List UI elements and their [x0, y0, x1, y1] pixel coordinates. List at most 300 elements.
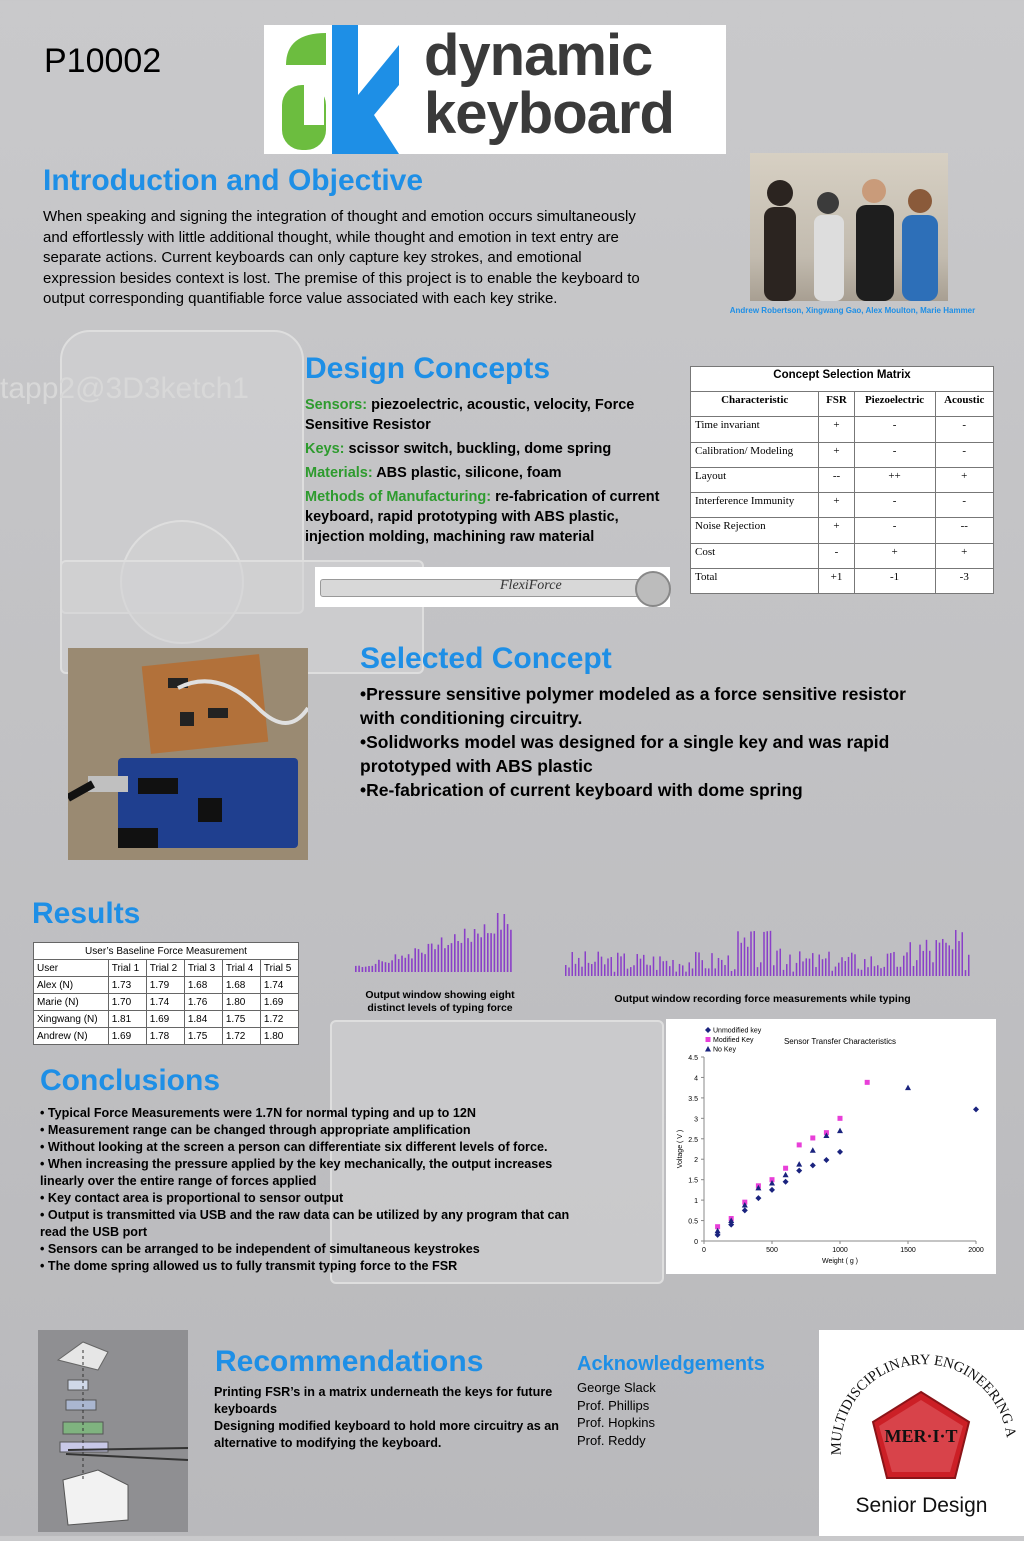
results-heading: Results: [32, 897, 141, 930]
wave-bar: [601, 957, 603, 976]
data-point: [810, 1147, 816, 1153]
wave-bar: [929, 951, 931, 976]
matrix-cell: Cost: [691, 543, 819, 568]
y-tick-label: 1: [694, 1198, 698, 1206]
matrix-cell: --: [819, 467, 854, 492]
design-text: scissor switch, buckling, dome spring: [348, 441, 612, 457]
wave-bar: [640, 959, 642, 976]
wave-bar: [405, 958, 407, 972]
wave-bar: [841, 957, 843, 976]
wave-bar: [663, 961, 665, 976]
baseline-cell: 1.72: [260, 1011, 298, 1028]
baseline-cell: 1.84: [184, 1011, 222, 1028]
wave-bar: [776, 951, 778, 976]
wave-bar: [484, 924, 486, 972]
wave-bar: [507, 924, 509, 972]
wave-bar: [705, 968, 707, 976]
baseline-cell: 1.74: [260, 977, 298, 994]
wave-bar: [474, 929, 476, 972]
wave-bar: [942, 939, 944, 976]
selected-list: [360, 682, 935, 802]
matrix-row: [691, 493, 994, 518]
y-tick-label: 4: [694, 1075, 698, 1083]
wave-bar: [802, 961, 804, 976]
wave-bar: [858, 969, 860, 976]
wave-bar: [952, 949, 954, 976]
baseline-cell: 1.72: [222, 1028, 260, 1045]
baseline-cell: 1.69: [108, 1028, 146, 1045]
flexiforce-sensor-image: [315, 567, 670, 607]
wave-bar: [715, 968, 717, 976]
recommendation-line: Designing modified keyboard to hold more circuitry as an alternative to modifying the keyboard.: [214, 1419, 559, 1450]
data-point: [783, 1172, 789, 1178]
wave-bar: [464, 929, 466, 972]
conclusions-list: [40, 1105, 585, 1275]
wave-bar: [401, 956, 403, 972]
wave-bar: [388, 963, 390, 972]
matrix-cell: +: [819, 493, 854, 518]
wave-bar: [471, 942, 473, 972]
baseline-cell: 1.81: [108, 1011, 146, 1028]
wave-bar: [760, 962, 762, 976]
baseline-force-table: [33, 942, 299, 1045]
baseline-cell: 1.68: [184, 977, 222, 994]
wave-bar: [467, 938, 469, 972]
wave-bar: [391, 960, 393, 972]
wave-bar: [424, 954, 426, 972]
matrix-cell: -: [854, 417, 935, 442]
x-tick-label: 500: [766, 1247, 778, 1254]
conclusion-item: • Output is transmitted via USB and the raw data can be utilized by any program that can read the USB port: [40, 1208, 570, 1239]
x-tick-label: 1500: [900, 1247, 916, 1254]
wave-bar: [365, 967, 367, 972]
wave-bar: [659, 956, 661, 976]
baseline-cell: 1.70: [108, 994, 146, 1011]
matrix-row: [691, 518, 994, 543]
wave-bar: [900, 967, 902, 976]
wave-bar: [565, 965, 567, 976]
wave-bar: [398, 959, 400, 972]
wave2-caption: Output window recording force measurements while typing: [614, 993, 911, 1005]
wave-bar: [620, 956, 622, 976]
y-tick-label: 1.5: [688, 1177, 698, 1185]
logo-word-dynamic: dynamic: [424, 23, 653, 88]
sensor-transfer-chart-svg: [666, 1019, 996, 1274]
baseline-header: Trial 2: [146, 960, 184, 977]
baseline-header: Trial 4: [222, 960, 260, 977]
chart-title: Sensor Transfer Characteristics: [783, 1037, 897, 1046]
wave-bar: [780, 949, 782, 976]
wave-bar: [575, 964, 577, 976]
legend-marker: [706, 1037, 711, 1042]
wave-bar: [890, 953, 892, 976]
wave-bar: [438, 945, 440, 972]
y-tick-label: 3: [694, 1116, 698, 1124]
y-tick-label: 2: [694, 1157, 698, 1165]
wave-bar: [653, 957, 655, 976]
wave-bar: [441, 937, 443, 972]
wave-bar: [968, 955, 970, 976]
acknowledgements-list: [577, 1379, 656, 1449]
wave-bar: [581, 967, 583, 976]
wave-bar: [867, 967, 869, 976]
wave-bar: [871, 956, 873, 976]
y-tick-label: 0.5: [688, 1218, 698, 1226]
wave-bar: [358, 966, 360, 972]
baseline-cell: 1.69: [260, 994, 298, 1011]
wave-bar: [431, 944, 433, 972]
baseline-row: [34, 1028, 299, 1045]
wave-bar: [926, 940, 928, 976]
baseline-header: User: [34, 960, 109, 977]
wave-bar: [672, 960, 674, 976]
wave-bar: [789, 955, 791, 976]
wave-bar: [955, 930, 957, 976]
matrix-row: [691, 568, 994, 593]
baseline-cell: 1.79: [146, 977, 184, 994]
baseline-row: [34, 994, 299, 1011]
selected-bullet: •Solidworks model was designed for a single key and was rapid prototyped with ABS plastic: [360, 732, 890, 776]
svg-text:MULTIDISCIPLINARY ENGINEERING: MULTIDISCIPLINARY ENGINEERING A: [828, 1352, 1019, 1456]
wave-bar: [428, 944, 430, 972]
matrix-cell: --: [935, 518, 994, 543]
matrix-cell: +: [819, 417, 854, 442]
acknowledgements-heading: Acknowledgements: [577, 1353, 765, 1375]
exploded-key-icon: [38, 1330, 188, 1532]
wave-bar: [646, 965, 648, 976]
wave-bar: [477, 934, 479, 972]
data-point: [973, 1106, 979, 1112]
matrix-cell: Interference Immunity: [691, 493, 819, 518]
matrix-header: Piezoelectric: [854, 392, 935, 417]
wave-bar: [851, 953, 853, 976]
circuit-board-icon: [68, 648, 308, 860]
senior-design-label: Senior Design: [855, 1494, 988, 1517]
wave-bar: [880, 968, 882, 976]
baseline-cell: Andrew (N): [34, 1028, 109, 1045]
wave-bar: [611, 957, 613, 976]
wave-bar: [604, 964, 606, 976]
wave-bar: [741, 943, 743, 976]
wave-bar: [744, 938, 746, 976]
matrix-cell: +1: [819, 568, 854, 593]
matrix-cell: Layout: [691, 467, 819, 492]
x-tick-label: 1000: [832, 1247, 848, 1254]
data-point: [755, 1195, 761, 1201]
legend-label: Modified Key: [713, 1037, 754, 1044]
wave-bar: [585, 951, 587, 976]
wave-bar: [812, 953, 814, 976]
wave-bar: [945, 943, 947, 976]
wave-bar: [685, 972, 687, 976]
wave-bar: [747, 947, 749, 976]
matrix-cell: -: [819, 543, 854, 568]
baseline-cell: 1.80: [222, 994, 260, 1011]
wave-bar: [454, 934, 456, 972]
matrix-row: [691, 442, 994, 467]
wave-bar: [617, 953, 619, 976]
svg-text:MER·I·T: MER·I·T: [884, 1426, 958, 1446]
matrix-cell: -: [935, 417, 994, 442]
baseline-cell: Marie (N): [34, 994, 109, 1011]
team-photo-caption: Andrew Robertson, Xingwang Gao, Alex Moulton, Marie Hammer: [729, 306, 976, 315]
wave-bar: [497, 913, 499, 972]
wave-bar: [447, 945, 449, 972]
baseline-cell: 1.68: [222, 977, 260, 994]
y-axis-label: Voltage ( V ): [677, 1129, 684, 1169]
baseline-title: User’s Baseline Force Measurement: [34, 943, 299, 960]
wave-bar: [770, 931, 772, 976]
matrix-cell: -1: [854, 568, 935, 593]
wave-bar: [578, 958, 580, 976]
wave-bar: [418, 949, 420, 972]
wave-bar: [572, 952, 574, 976]
wave-bar: [848, 957, 850, 976]
intro-heading: Introduction and Objective: [43, 164, 424, 197]
wave-bar: [669, 966, 671, 976]
wave-bar: [656, 970, 658, 976]
conclusion-item: • Sensors can be arranged to be independent of simultaneous keystrokes: [40, 1242, 480, 1256]
wave-bar: [806, 958, 808, 976]
wave-bar: [378, 960, 380, 972]
legend-marker: [705, 1046, 711, 1052]
wave-bar: [698, 952, 700, 976]
matrix-cell: -: [935, 442, 994, 467]
concept-selection-matrix: [690, 366, 994, 594]
matrix-cell: -: [935, 493, 994, 518]
baseline-cell: 1.75: [184, 1028, 222, 1045]
matrix-cell: +: [819, 442, 854, 467]
baseline-row: [34, 977, 299, 994]
design-list: [305, 395, 680, 547]
wave-bar: [903, 956, 905, 976]
wave-bar: [633, 965, 635, 976]
selected-heading: Selected Concept: [360, 642, 612, 675]
wave-bar: [822, 959, 824, 976]
matrix-row: [691, 467, 994, 492]
matrix-cell: Calibration/ Modeling: [691, 442, 819, 467]
wave-bar: [480, 937, 482, 972]
wave-bar: [434, 949, 436, 972]
y-tick-label: 2.5: [688, 1136, 698, 1144]
selected-bullet: •Pressure sensitive polymer modeled as a force sensitive resistor with conditioning circuitry.: [360, 684, 906, 728]
wave-bar: [372, 966, 374, 972]
matrix-cell: -3: [935, 568, 994, 593]
wave-bar: [793, 972, 795, 976]
wave-bar: [815, 967, 817, 976]
wave-bar: [962, 932, 964, 976]
wave-bar: [874, 966, 876, 976]
data-point: [905, 1085, 911, 1091]
wave-bar: [737, 931, 739, 976]
baseline-cell: 1.75: [222, 1011, 260, 1028]
senior-design-logo: [819, 1330, 1024, 1536]
wave-bar: [767, 931, 769, 976]
wave-bar: [679, 964, 681, 976]
baseline-table: [33, 942, 299, 1045]
data-point: [742, 1207, 748, 1213]
wave-bar: [624, 954, 626, 976]
matrix-row: [691, 417, 994, 442]
wave-bar: [630, 967, 632, 976]
x-axis-label: Weight ( g ): [821, 1258, 859, 1265]
wave-bar: [919, 945, 921, 976]
baseline-header: Trial 3: [184, 960, 222, 977]
wave-bar: [444, 948, 446, 972]
wave-bar: [711, 953, 713, 976]
data-point: [769, 1187, 775, 1193]
wave-bar: [385, 962, 387, 972]
data-point: [796, 1168, 802, 1174]
wave-bar: [395, 954, 397, 972]
wave-bar: [650, 965, 652, 976]
wave-bar: [375, 964, 377, 972]
wave-bar: [731, 971, 733, 976]
sensor-brand-label: FlexiForce: [500, 578, 562, 593]
design-text: ABS plastic, silicone, foam: [376, 465, 562, 481]
sensor-strip: [320, 579, 647, 597]
wave-bar: [718, 958, 720, 976]
wave-bar: [695, 952, 697, 976]
legend-label: Unmodified key: [713, 1027, 762, 1035]
matrix-cell: -: [854, 493, 935, 518]
wave-bar: [910, 942, 912, 976]
wave-bar: [773, 965, 775, 976]
data-point: [837, 1149, 843, 1155]
baseline-cell: 1.78: [146, 1028, 184, 1045]
conclusion-item: • Typical Force Measurements were 1.7N for normal typing and up to 12N: [40, 1106, 476, 1120]
design-text: piezoelectric, acoustic, velocity, Force Sensitive Resistor: [305, 397, 635, 433]
wave-bar: [913, 966, 915, 976]
data-point: [810, 1135, 815, 1140]
wave-bar: [864, 959, 866, 976]
wave-bar: [490, 933, 492, 972]
wave-bar: [692, 968, 694, 976]
wave-bar: [504, 914, 506, 972]
wave-bar: [887, 954, 889, 976]
wave-bar: [728, 955, 730, 976]
wave-bar: [835, 967, 837, 976]
baseline-cell: 1.74: [146, 994, 184, 1011]
output-waveform-levels: [354, 906, 518, 972]
wave-bar: [965, 970, 967, 976]
x-tick-label: 0: [702, 1247, 706, 1254]
design-label: Methods of Manufacturing:: [305, 489, 492, 505]
data-point: [797, 1142, 802, 1147]
wave-bar: [796, 963, 798, 976]
data-point: [796, 1161, 802, 1167]
design-label: Materials:: [305, 465, 373, 481]
output-waveform-typing: [564, 926, 976, 976]
wave-bar: [408, 954, 410, 972]
poster-id: P10002: [44, 42, 162, 80]
wave-bar: [949, 945, 951, 976]
y-tick-label: 3.5: [688, 1095, 698, 1103]
wave-bar: [411, 958, 413, 972]
wave-bar: [750, 932, 752, 976]
baseline-cell: 1.76: [184, 994, 222, 1011]
wave-bar: [932, 962, 934, 976]
wave-bar: [368, 966, 370, 972]
data-point: [837, 1128, 843, 1134]
data-point: [823, 1157, 829, 1163]
wave-bar: [819, 955, 821, 976]
wave1-caption: Output window showing eight distinct levels of typing force: [365, 989, 515, 1014]
selected-bullet: •Re-fabrication of current keyboard with dome spring: [360, 780, 803, 800]
wave-bar: [461, 943, 463, 972]
matrix-cell: +: [935, 467, 994, 492]
recommendations-heading: Recommendations: [215, 1345, 484, 1378]
wave-bar: [854, 954, 856, 976]
wave-bar: [757, 967, 759, 976]
wave-bar: [893, 952, 895, 976]
baseline-cell: 1.73: [108, 977, 146, 994]
matrix-cell: Noise Rejection: [691, 518, 819, 543]
design-item-sensors: [305, 395, 680, 435]
circuit-photo: [68, 648, 308, 860]
matrix-header: FSR: [819, 392, 854, 417]
intro-body: When speaking and signing the integration of thought and emotion occurs simultaneously and effortlessly with little additional thought, while thought and emotion in text entry are separate actions. Current keyboards can only capture key strokes, and emotional expression besides context is lost. The premise of this project is to enable the keyboard to output corresponding quantifiable force value associated with each key strike.: [43, 208, 640, 307]
wave-bar: [643, 955, 645, 976]
wave-bar: [897, 967, 899, 976]
wave-bar: [845, 961, 847, 976]
wave-bar: [721, 960, 723, 976]
wave-bar: [414, 948, 416, 972]
sensor-transfer-chart: [666, 1019, 996, 1274]
conclusion-item: • Key contact area is proportional to sensor output: [40, 1191, 344, 1205]
legend-marker: [705, 1027, 711, 1033]
wave-bar: [637, 954, 639, 976]
wave-bar: [754, 931, 756, 976]
baseline-header: Trial 5: [260, 960, 298, 977]
wave-bar: [958, 941, 960, 976]
data-point: [783, 1179, 789, 1185]
y-tick-label: 4.5: [688, 1055, 698, 1062]
wave-bar: [607, 958, 609, 976]
wave-bar: [510, 930, 512, 972]
design-text: re-fabrication of current keyboard, rapid prototyping with ABS plastic, injection molding, machining raw material: [305, 489, 660, 545]
ack-name: Prof. Reddy: [577, 1432, 646, 1448]
baseline-header: Trial 1: [108, 960, 146, 977]
wave-bar: [763, 932, 765, 976]
baseline-row: [34, 1011, 299, 1028]
wave-bar: [734, 969, 736, 976]
matrix-row: [691, 543, 994, 568]
design-item-materials: [305, 463, 680, 483]
dynamic-keyboard-logo: [264, 25, 726, 154]
wave-bar: [884, 967, 886, 976]
matrix-cell: ++: [854, 467, 935, 492]
conclusion-item: • Without looking at the screen a person can differentiate six different levels of force.: [40, 1140, 548, 1154]
conclusion-item: • Measurement range can be changed through appropriate amplification: [40, 1123, 471, 1137]
wave-bar: [906, 952, 908, 976]
wave-bar: [936, 940, 938, 976]
team-photo: [750, 153, 948, 301]
wave-bar: [838, 963, 840, 976]
wave-bar: [809, 959, 811, 976]
wave-bar: [666, 961, 668, 976]
wave-bar: [494, 934, 496, 972]
wave-bar: [724, 965, 726, 976]
baseline-cell: 1.80: [260, 1028, 298, 1045]
recommendations-body: [214, 1384, 559, 1452]
x-tick-label: 2000: [968, 1247, 984, 1254]
wave-bar: [487, 933, 489, 972]
wave-bar: [381, 961, 383, 972]
design-item-manufacturing: [305, 487, 680, 547]
wave-bar: [783, 970, 785, 976]
logo-word-keyboard: keyboard: [424, 81, 674, 146]
